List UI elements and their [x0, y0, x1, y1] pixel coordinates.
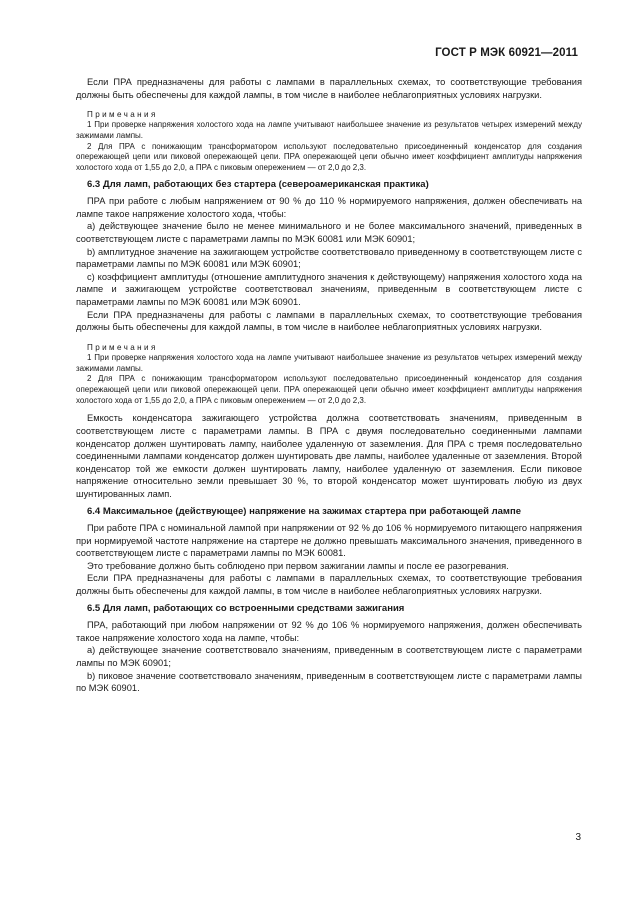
- paragraph: Емкость конденсатора зажигающего устройства должна соответствовать значениям, приведенным в соответствующем листе с параметрами лампы. В ПРА с двумя последовательно соединенными лампами конденсатор должен шунтировать лампу, наиболее удаленную от заземления. Для ПРА с тремя последовательно соединенными лампами конденсатор должен шунтировать две лампы, наиболее удаленные от заземления. Второй конденсатор той же емкости должен шунтировать лампу, наиболее удаленную от заземления. Если пиковое напряжение относительно земли превышает 30 %, то второй конденсатор может шунтировать любую из двух шунтированных ламп.: [76, 413, 582, 499]
- page-number: 3: [575, 832, 581, 843]
- paragraph: Если ПРА предназначены для работы с лампами в параллельных схемах, то соответствующие требования должны быть обеспечены для каждой лампы, в том числе в наиболее неблагоприятных условиях нагрузки.: [76, 309, 582, 333]
- section-heading-6-3: 6.3 Для ламп, работающих без стартера (североамериканская практика): [87, 178, 429, 190]
- document-body: [76, 76, 582, 695]
- list-item: а) действующее значение было не менее минимального и не более максимального значений, приведенных в соответствующем листе с параметрами лампы по МЭК 60081 или МЭК 60901;: [76, 221, 582, 245]
- paragraph: Если ПРА предназначены для работы с лампами в параллельных схемах, то соответствующие требования должны быть обеспечены для каждой лампы, в том числе в наиболее неблагоприятных условиях нагрузки.: [76, 77, 582, 100]
- paragraph: При работе ПРА с номинальной лампой при напряжении от 92 % до 106 % нормируемого питающего напряжения при нормируемой частоте напряжение на стартере не должно превышать максимального значения, приведенного в соответствующем листе с параметрами лампы по МЭК 60081.: [76, 523, 582, 559]
- list-item: b) амплитудное значение на зажигающем устройстве соответствовало приведенному в соответствующем листе с параметрами лампы по МЭК 60081 или МЭК 60901;: [76, 246, 582, 270]
- paragraph: ПРА при работе с любым напряжением от 90 % до 110 % нормируемого напряжения, должен обеспечивать на лампе такое напряжение холостого хода, чтобы:: [76, 196, 582, 219]
- list-item: c) коэффициент амплитуды (отношение амплитудного значения к действующему) напряжения холостого хода на лампе и зажигающем устройстве соответствовал значениям, приведенным в соответствующем листе с параметрами лампы по МЭК 60081 или МЭК 60901.: [76, 271, 582, 308]
- notes-title: Примечания: [87, 342, 158, 352]
- section-heading-6-5: 6.5 Для ламп, работающих со встроенными средствами зажигания: [87, 602, 405, 614]
- paragraph: Это требование должно быть соблюдено при первом зажигании лампы и после ее разогревания.: [87, 560, 509, 571]
- list-item: b) пиковое значение соответствовало значениям, приведенным в соответствующем листе с параметрами лампы по МЭК 60901.: [76, 670, 582, 694]
- note-item: 1 При проверке напряжения холостого хода на лампе учитывают наибольшее значение из результатов четырех измерений между зажимами лампы.: [76, 120, 582, 140]
- paragraph: ПРА, работающий при любом напряжении от 92 % до 106 % нормируемого напряжения, должен обеспечивать такое напряжение холостого хода на лампе, чтобы:: [76, 620, 582, 643]
- section-heading-6-4: 6.4 Максимальное (действующее) напряжение на зажимах стартера при работающей лампе: [87, 505, 521, 517]
- list-item: а) действующее значение соответствовало значениям, приведенным в соответствующем листе с параметрами лампы по МЭК 60901;: [76, 645, 582, 669]
- notes-title: Примечания: [87, 110, 158, 120]
- note-item: 2 Для ПРА с понижающим трансформатором используют последовательно присоединенный конденсатор для создания опережающей цепи или пиковой опережающей цепи. ПРА опережающей цепи обычно имеет коэффициент амплитуды напряжения холостого хода от 1,55 до 2,0, а ПРА с пиковым опережением — от 2,0 до 2,3.: [76, 141, 582, 172]
- note-item: 1 При проверке напряжения холостого хода на лампе учитывают наибольшее значение из результатов четырех измерений между зажимами лампы.: [76, 352, 582, 373]
- note-item: 2 Для ПРА с понижающим трансформатором используют последовательно присоединенный конденсатор для создания опережающей цепи или пиковой опережающей цепи. ПРА опережающей цепи обычно имеет коэффициент амплитуды напряжения холостого хода от 1,55 до 2,0, а ПРА с пиковым опережением — от 2,0 до 2,3.: [76, 374, 582, 405]
- document-header: ГОСТ Р МЭК 60921—2011: [435, 47, 578, 59]
- paragraph: Если ПРА предназначены для работы с лампами в параллельных схемах, то соответствующие требования должны быть обеспечены для каждой лампы, в том числе в наиболее неблагоприятных условиях нагрузки.: [76, 573, 582, 597]
